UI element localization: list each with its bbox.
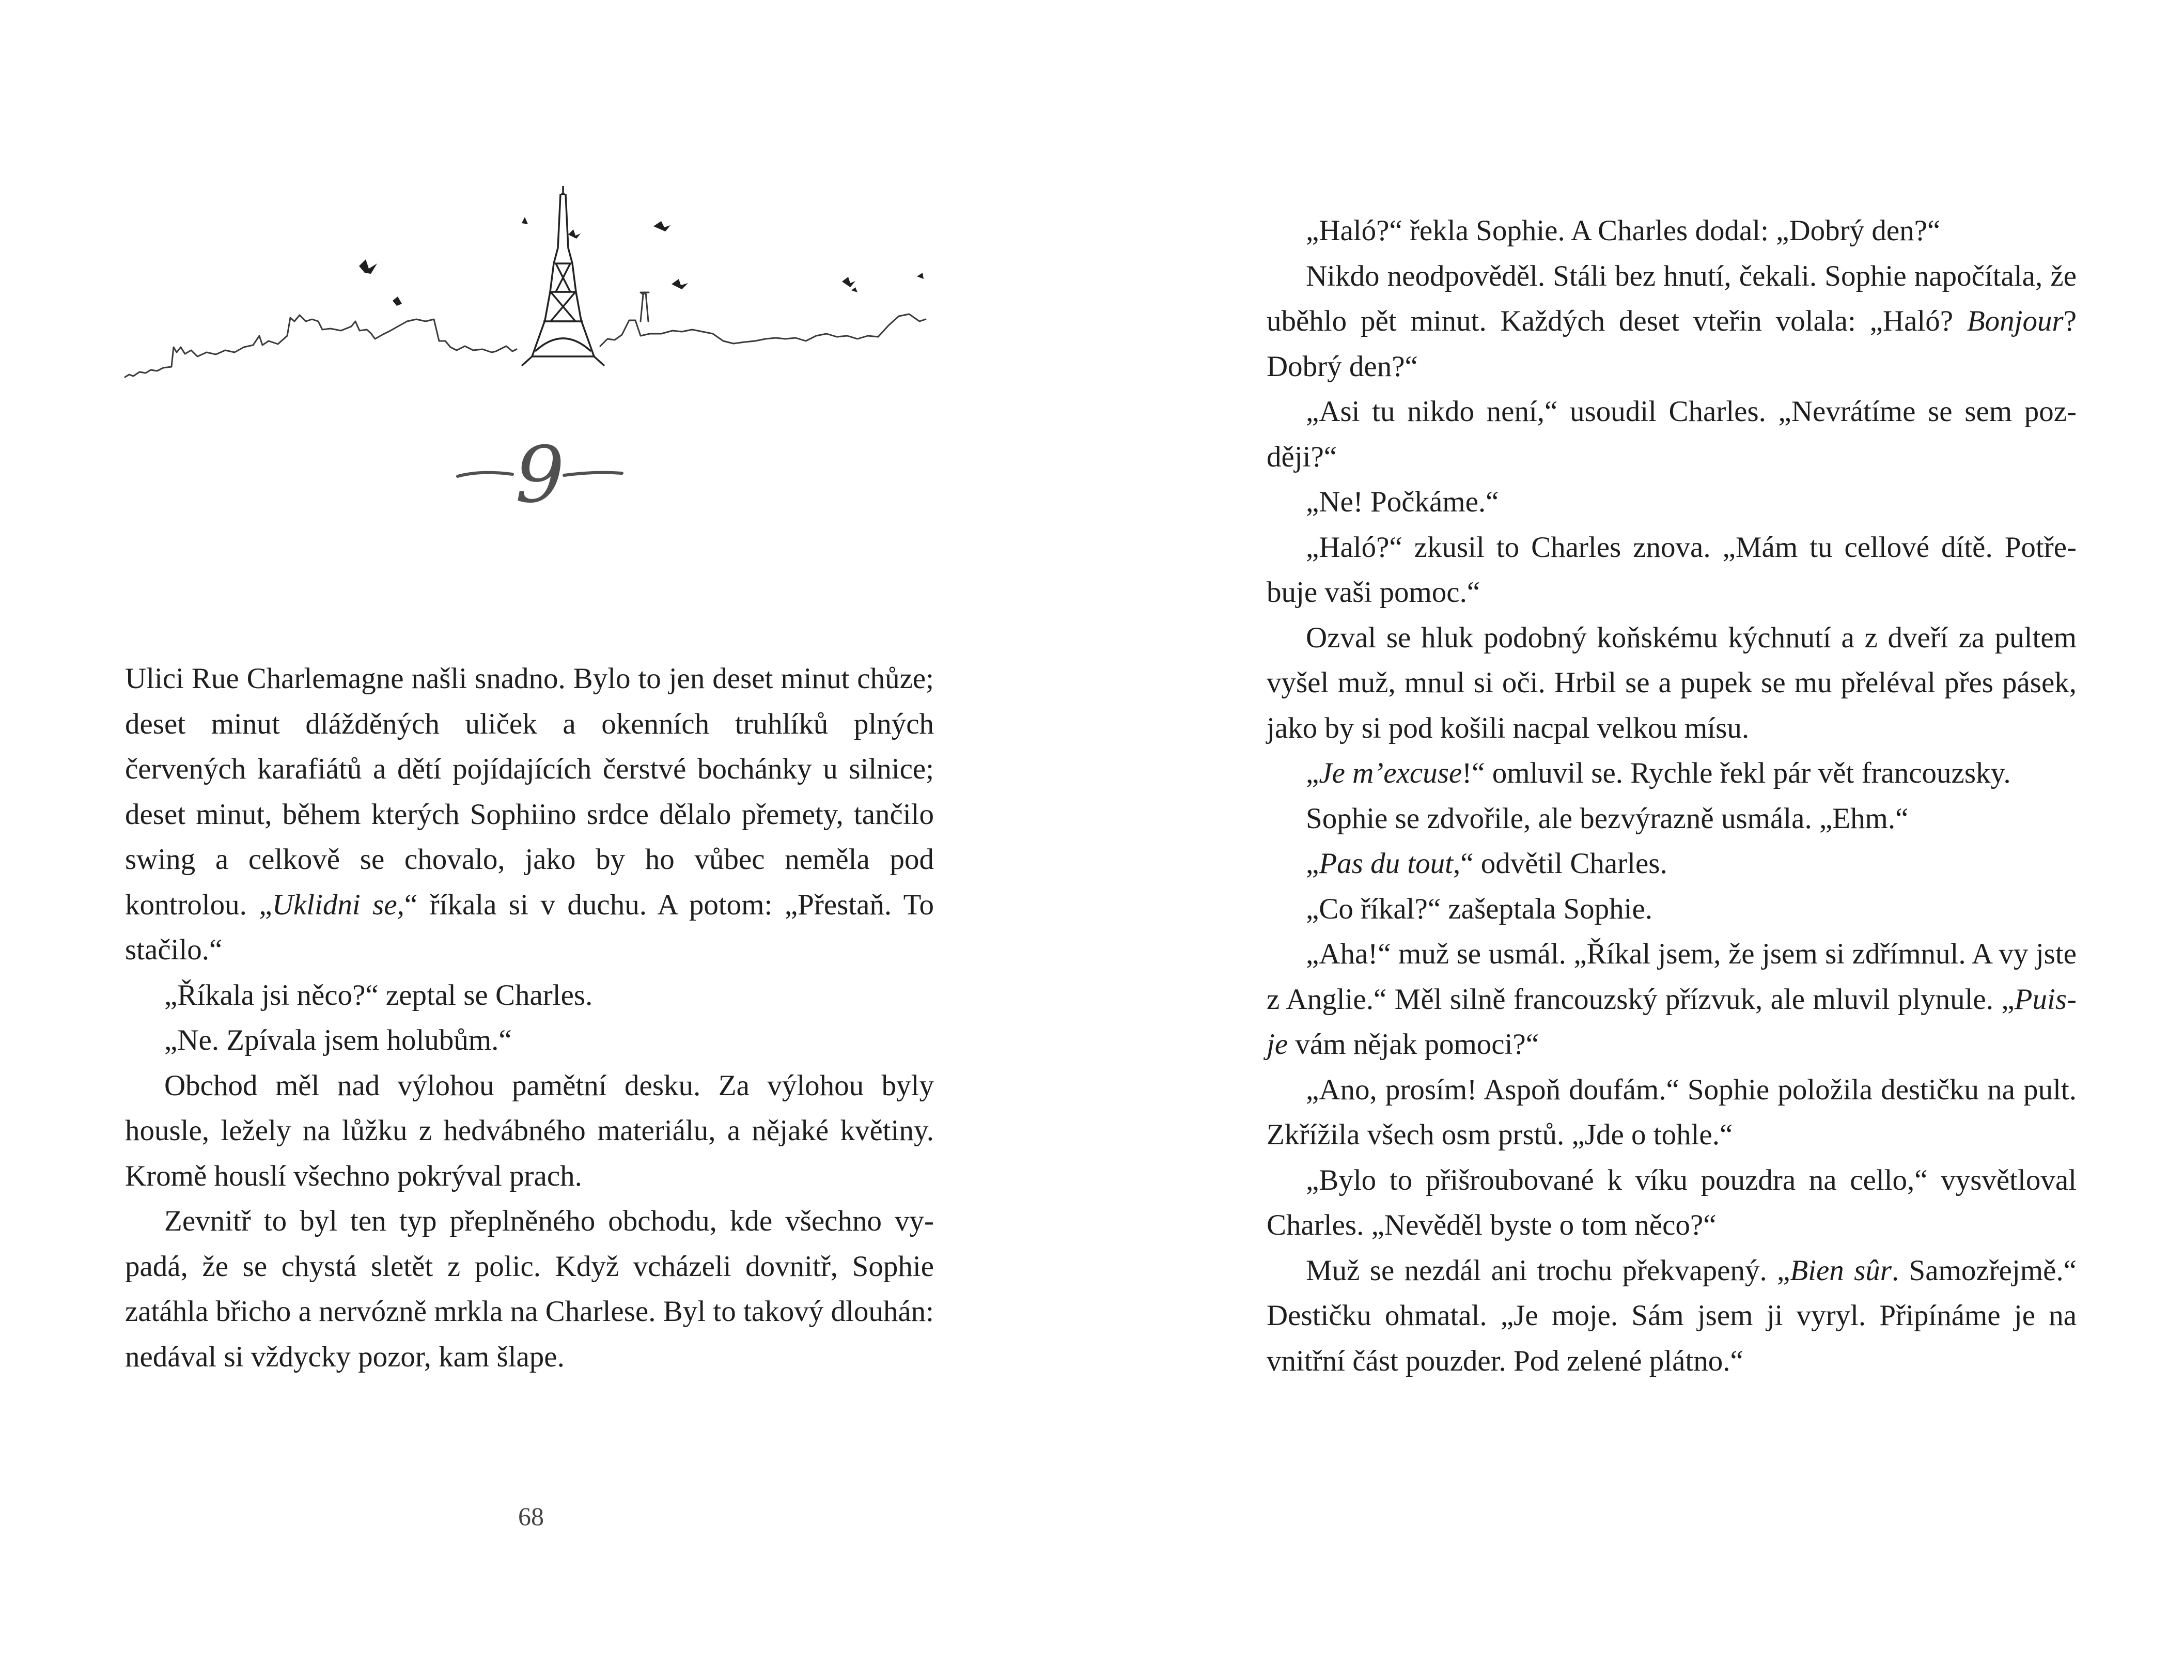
paragraph: Ozval se hluk podobný koňskému kýchnutí a z dveří za pultem vyšel muž, mnul si oči. Hrbil se a pupek se mu přeléval přes pásek, jako by si pod košili nacpal velkou mísu. — [1267, 621, 2077, 744]
right-page-body — [1267, 208, 2077, 1383]
paragraph: „Asi tu nikdo není,“ usoudil Charles. „Nevrátíme se sem později?“ — [1267, 395, 2077, 473]
paragraph: „Ne! Počkáme.“ — [1306, 486, 1499, 518]
paragraph: Ulici Rue Charlemagne našli snadno. Bylo to jen deset minut chůze; deset minut dlážděných uliček a okenních truhlíků plných červených karafiátů a dětí pojídajících čerstvé bochánky u silnice; deset minut, během kterých Sophiino srdce dělalo přemety, tančilo swing a celkově se chovalo, jako by ho vůbec neměla pod kontrolou. „Uklidni se,“ říkala si v duchu. A potom: „Přestaň. To stačilo.“ — [125, 662, 934, 966]
paragraph: „Aha!“ muž se usmál. „Říkal jsem, že jsem si zdřímnul. A vy jste z Anglie.“ Měl silně francouzský přízvuk, ale mluvil plynule. „Puis-je vám nějak pomoci?“ — [1267, 938, 2077, 1061]
paragraph: „Haló?“ zkusil to Charles znova. „Mám tu cellové dítě. Potřebuje vaši pomoc.“ — [1267, 531, 2077, 609]
paragraph: „Ano, prosím! Aspoň doufám.“ Sophie položila destičku na pult. Zkřížila všech osm prstů. „Jde o tohle.“ — [1267, 1073, 2077, 1151]
paragraph: „Pas du tout,“ odvětil Charles. — [1306, 847, 1667, 880]
paragraph: „Je m’excuse!“ omluvil se. Rychle řekl pár vět francouzsky. — [1306, 757, 2011, 789]
chapter-number: 9 — [515, 430, 565, 520]
paragraph: „Haló?“ řekla Sophie. A Charles dodal: „Dobrý den?“ — [1306, 214, 1941, 247]
paragraph: „Bylo to přišroubované k víku pouzdra na cello,“ vysvětloval Charles. „Nevěděl byste o tom něco?“ — [1267, 1163, 2077, 1241]
left-page-body — [125, 656, 934, 1379]
chapter-heading — [455, 430, 625, 520]
paragraph: „Říkala jsi něco?“ zeptal se Charles. — [164, 978, 593, 1012]
paragraph: Muž se nezdál ani trochu překvapený. „Bien sûr. Samozřejmě.“ Destičku ohmatal. „Je moje. Sám jsem ji vyryl. Připínáme je na vnitřní část pouzder. Pod zelené plátno.“ — [1267, 1254, 2077, 1377]
paris-skyline-illustration — [124, 186, 930, 403]
paragraph: Nikdo neodpověděl. Stáli bez hnutí, čekali. Sophie napočítala, že uběhlo pět minut. Každých deset vteřin volala: „Haló? Bonjour? Dobrý den?“ — [1267, 259, 2077, 383]
paragraph: „Co říkal?“ zašeptala Sophie. — [1306, 892, 1653, 925]
paragraph: Obchod měl nad výlohou pamětní desku. Za výlohou byly housle, ležely na lůžku z hedvábného materiálu, a nějaké květiny. Kromě houslí všechno pokrýval prach. — [125, 1069, 934, 1192]
paragraph: Sophie se zdvořile, ale bezvýrazně usmála. „Ehm.“ — [1306, 802, 1909, 835]
paragraph: „Ne. Zpívala jsem holubům.“ — [164, 1024, 512, 1056]
paragraph: Zevnitř to byl ten typ přeplněného obchodu, kde všechno vypadá, že se chystá sletět z polic. Když vcházeli dovnitř, Sophie zatáhla břicho a nervózně mrkla na Charlese. Byl to takový dlouhán: nedával si vždycky pozor, kam šlape. — [125, 1205, 934, 1373]
page-number: 68 — [518, 1502, 544, 1531]
right-page — [1092, 0, 2184, 1680]
